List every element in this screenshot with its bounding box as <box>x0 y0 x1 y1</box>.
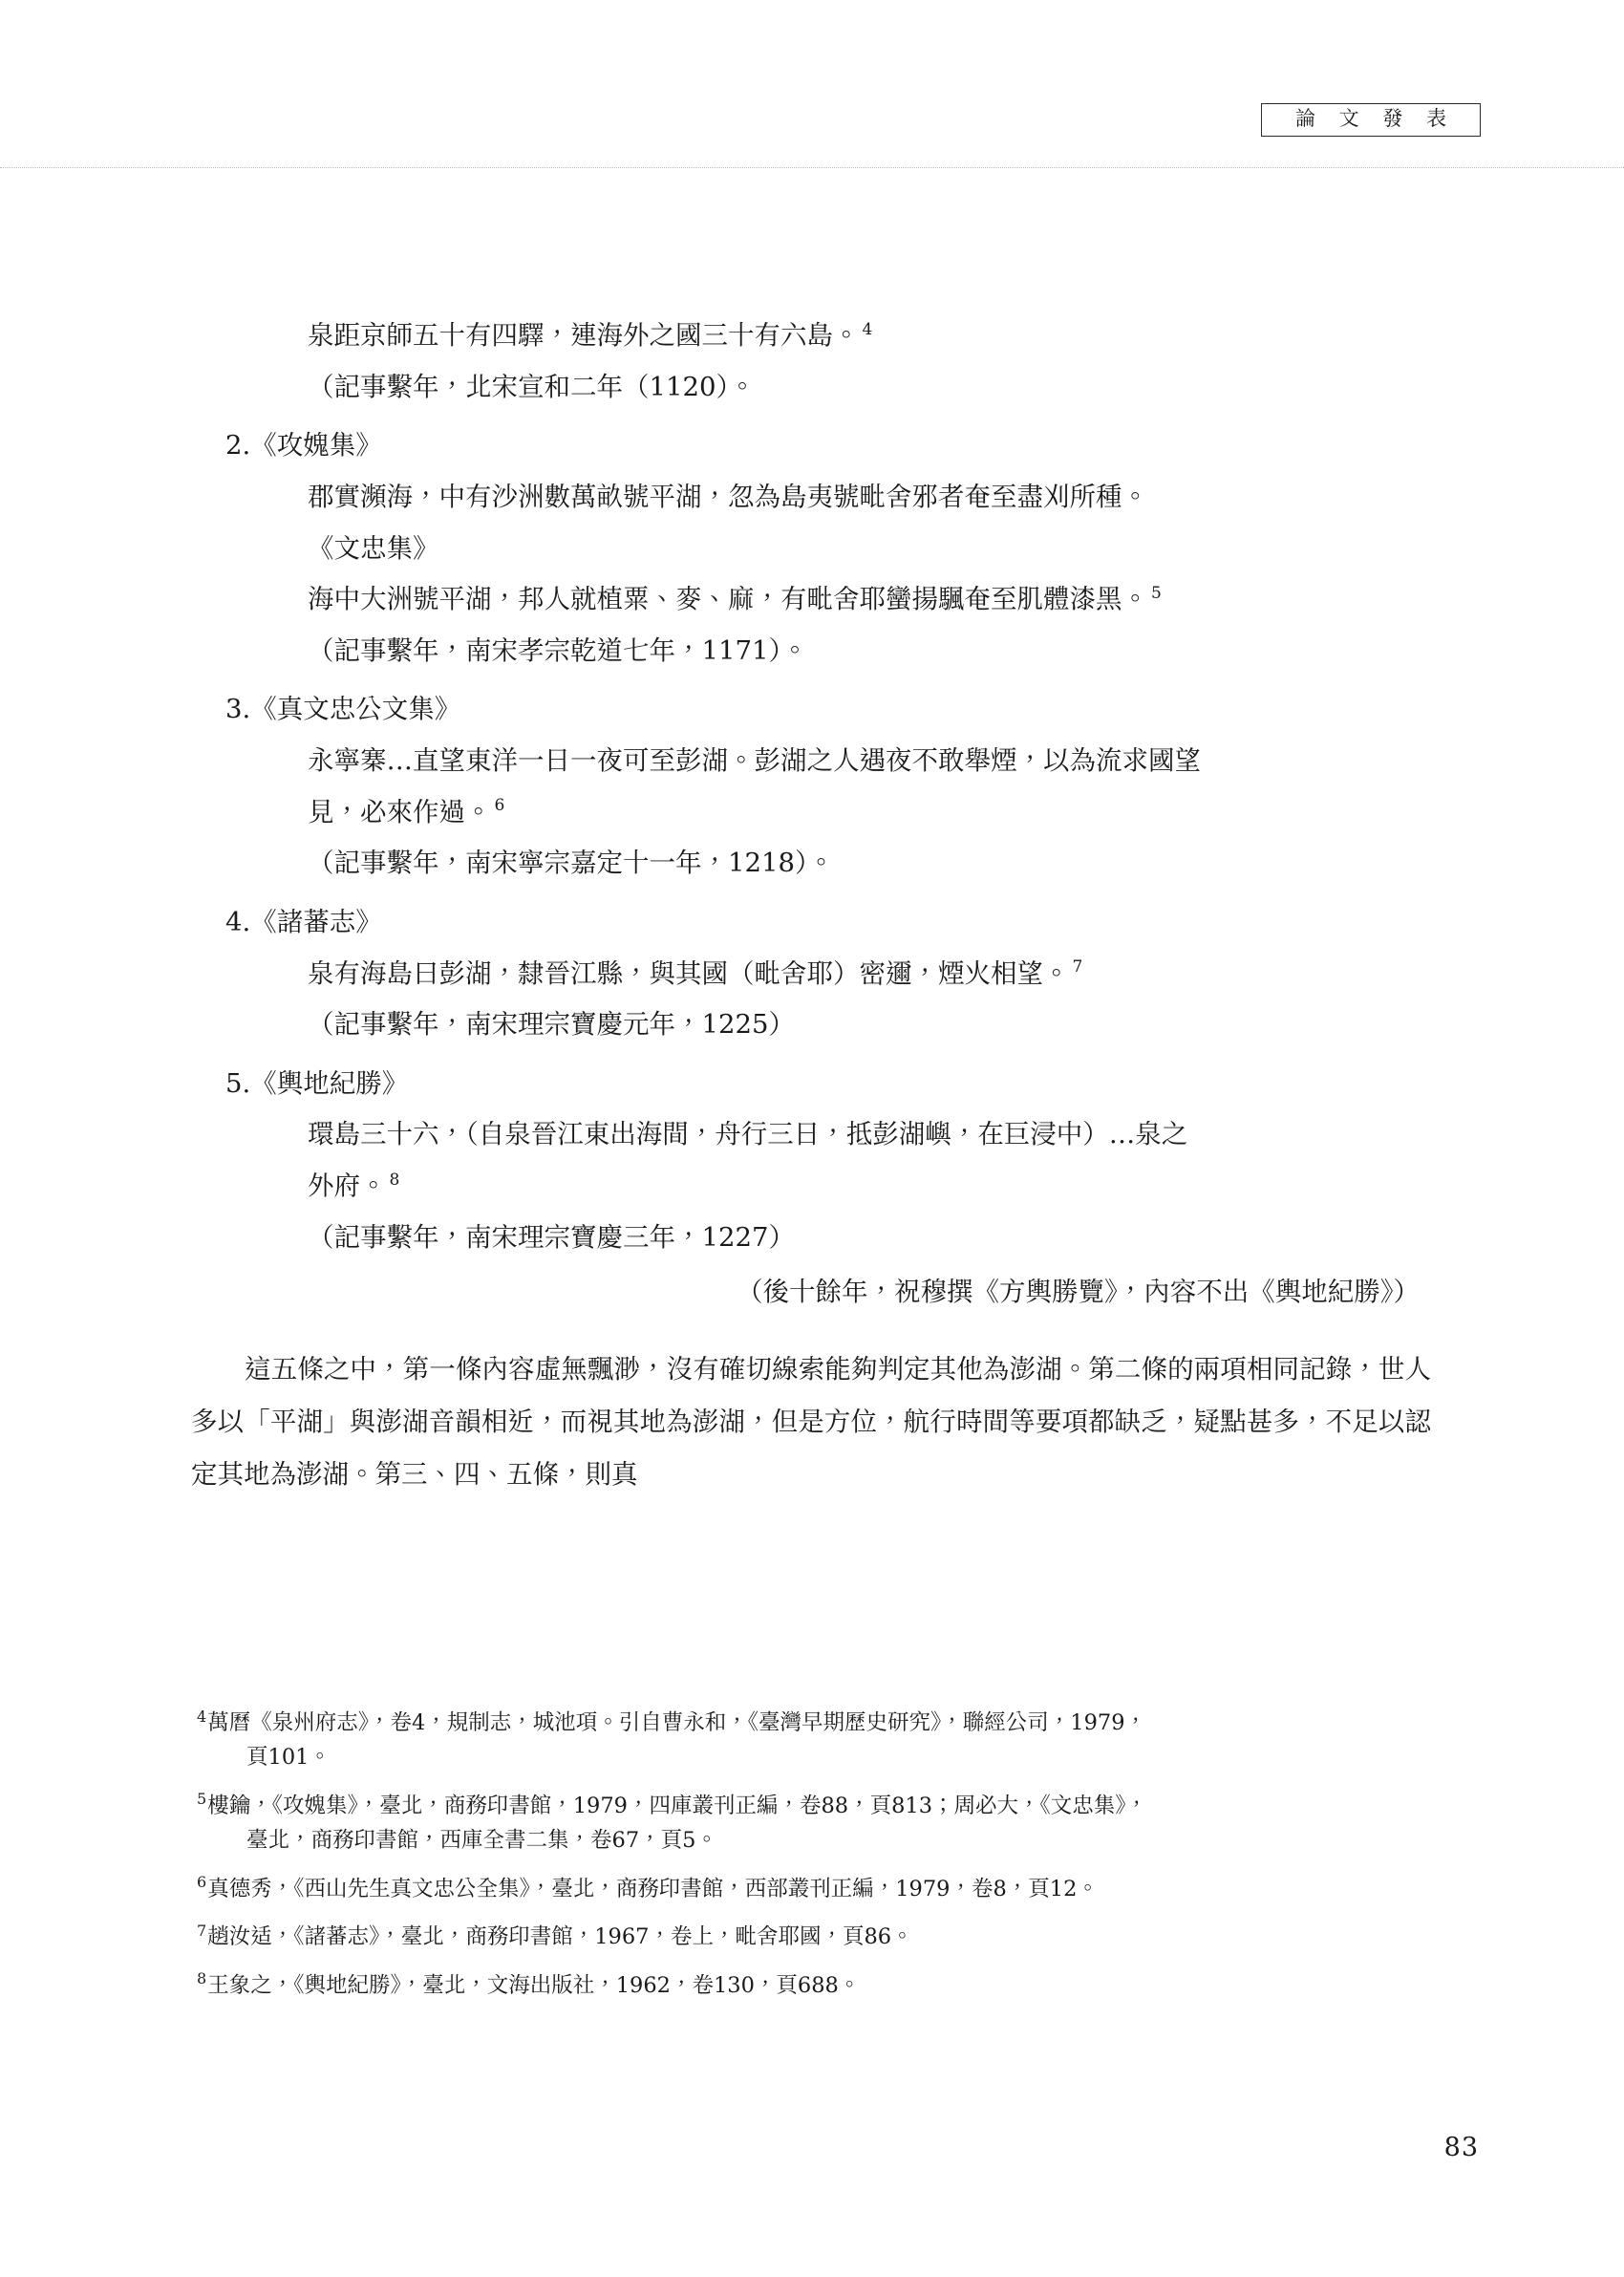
footnote-list <box>197 1706 1439 2016</box>
footnote-marker-8: 8 <box>389 1170 400 1190</box>
footnote-number: 5 <box>197 1790 207 1809</box>
list-item-note: （記事繫年，南宋寧宗嘉定十一年，1218）。 <box>308 848 835 879</box>
list-item-line: 環島三十六，（自泉晉江東出海間，舟行三日，抵彭湖嶼，在巨浸中）…泉之 <box>308 1119 1188 1150</box>
list-item-number: 3. <box>225 694 251 725</box>
document-body <box>191 311 1433 1501</box>
list-item <box>191 1059 1433 1110</box>
list-item-line-text: 外府。 <box>308 1171 387 1201</box>
list-item-title: 《諸蕃志》 <box>250 906 382 937</box>
opening-quote-text: 泉距京師五十有四驛，連海外之國三十有六島。 <box>308 320 860 351</box>
list-item <box>191 420 1433 472</box>
footnote-marker-4: 4 <box>862 319 873 339</box>
list-item-line-ref <box>191 1161 1433 1213</box>
footnote-item <box>197 1872 1439 1906</box>
footnote-marker-6: 6 <box>494 796 505 816</box>
list-item-line-ref <box>191 949 1433 1000</box>
footnote-text: 萬曆《泉州府志》，卷4，規制志，城池項。引自曹永和，《臺灣早期歷史研究》，聯經公司，1979， <box>207 1710 1147 1735</box>
header-section-label: 論 文 發 表 <box>1261 103 1481 137</box>
footnote-number: 6 <box>197 1873 207 1892</box>
list-item-title: 《真文忠公文集》 <box>250 694 461 725</box>
footnote-item <box>197 1706 1439 1775</box>
list-item-title: 《攻媿集》 <box>250 430 382 462</box>
footnote-text: 樓鑰，《攻媿集》，臺北，商務印書館，1979，四庫叢刊正編，卷88，頁813；周必大，《文忠集》， <box>207 1793 1148 1818</box>
opening-quote-line <box>191 311 1433 362</box>
page-number: 83 <box>1443 2133 1479 2162</box>
list-item-line: 《文忠集》 <box>308 532 439 564</box>
list-item <box>191 684 1433 736</box>
body-paragraph: 這五條之中，第一條內容虛無飄渺，沒有確切線索能夠判定其他為澎湖。第二條的兩項相同記錄，世人多以「平湖」與澎湖音韻相近，而視其地為澎湖，但是方位，航行時間等要項都缺乏，疑點甚多，不足以認定其地為澎湖。第三、四、五條，則真 <box>191 1353 1431 1490</box>
footnote-number: 4 <box>197 1707 207 1726</box>
footnote-text: 王象之，《輿地紀勝》，臺北，文海出版社，1962，卷130，頁688。 <box>207 1972 861 1998</box>
list-item-title: 《輿地紀勝》 <box>250 1067 409 1099</box>
list-item-line: 郡實瀕海，中有沙洲數萬畝號平湖，忽為島夷號毗舍邪者奄至盡刈所種。 <box>308 481 1148 512</box>
list-item-number: 4. <box>225 906 251 937</box>
footnote-marker-5: 5 <box>1151 583 1162 603</box>
list-item-line-text: 海中大洲號平湖，邦人就植粟、麥、麻，有毗舍耶蠻揚颿奄至肌體漆黑。 <box>308 584 1148 615</box>
footnote-number: 7 <box>197 1921 207 1940</box>
parenthetical-remark: （後十餘年，祝穆撰《方輿勝覽》，內容不出《輿地紀勝》） <box>737 1277 1420 1308</box>
list-item-note: （記事繫年，南宋孝宗乾道七年，1171）。 <box>308 634 808 666</box>
footnote-item <box>197 1789 1439 1858</box>
list-item-number: 5. <box>225 1067 251 1099</box>
header-divider <box>0 167 1624 168</box>
footnote-text: 趙汝适，《諸蕃志》，臺北，商務印書館，1967，卷上，毗舍耶國，頁86。 <box>207 1924 913 1950</box>
footnote-item <box>197 1968 1439 2003</box>
list-item-note: （記事繫年，南宋理宗寶慶三年，1227） <box>308 1221 795 1253</box>
footnote-number: 8 <box>197 1969 207 1988</box>
list-item-line-ref <box>191 574 1433 626</box>
footnote-text-continued: 臺北，商務印書館，西庫全書二集，卷67，頁5。 <box>246 1828 717 1854</box>
list-item-line-text: 見，必來作過。 <box>308 796 492 827</box>
opening-quote-note: （記事繫年，北宋宣和二年（1120）。 <box>308 371 756 402</box>
list-item-number: 2. <box>225 430 251 462</box>
list-item-line: 永寧寨…直望東洋一日一夜可至彭湖。彭湖之人遇夜不敢舉煙，以為流求國望 <box>308 745 1201 776</box>
list-item-line-text: 泉有海島曰彭湖，隸晉江縣，與其國（毗舍耶）密邇，煙火相望。 <box>308 957 1070 989</box>
footnote-text: 真德秀，《西山先生真文忠公全集》，臺北，商務印書館，西部叢刊正編，1979，卷8，頁12。 <box>207 1876 1099 1901</box>
footnote-marker-7: 7 <box>1072 957 1083 977</box>
list-item-note: （記事繫年，南宋理宗寶慶元年，1225） <box>308 1009 795 1041</box>
list-item-line-ref <box>191 787 1433 839</box>
page-header <box>1261 103 1481 137</box>
footnote-text-continued: 頁101。 <box>246 1745 331 1771</box>
footnote-item <box>197 1920 1439 1954</box>
list-item <box>191 897 1433 949</box>
